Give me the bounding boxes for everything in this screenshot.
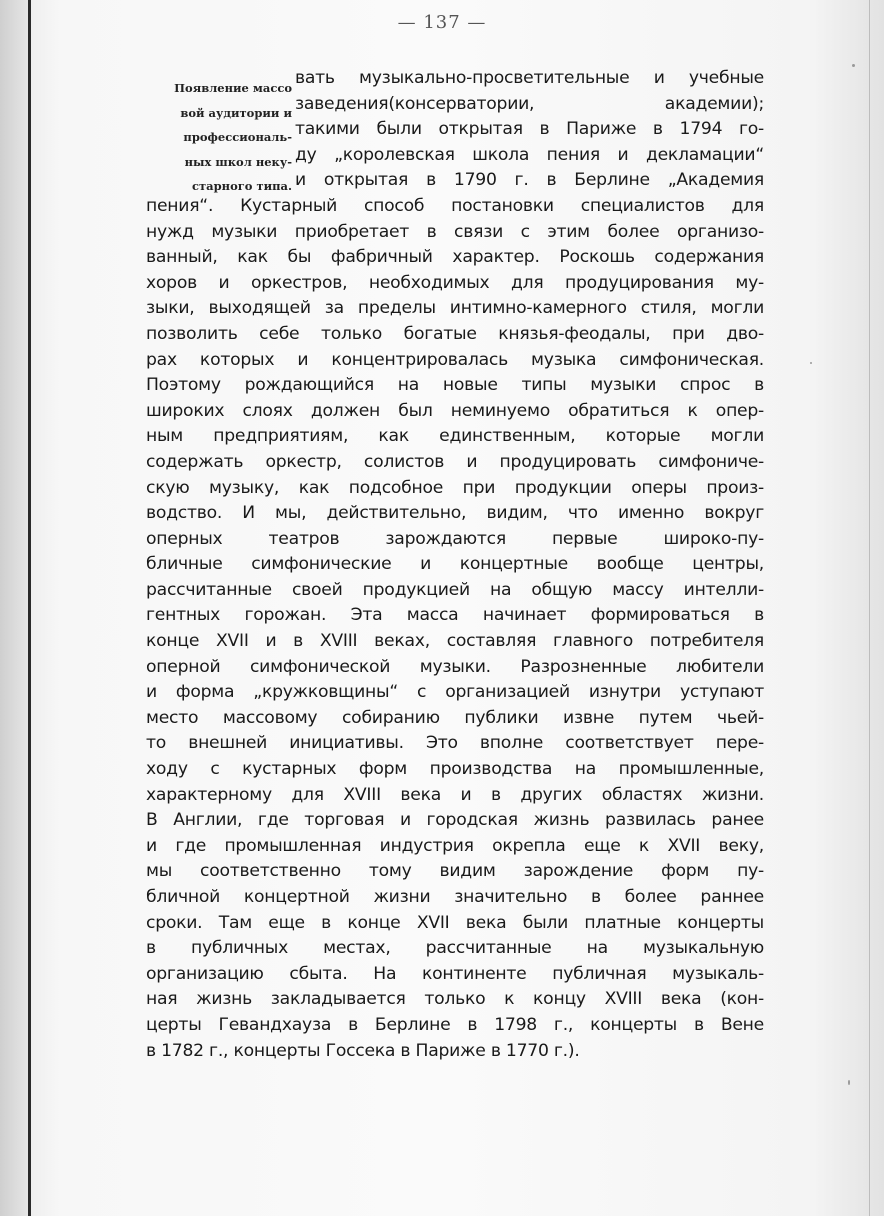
text-line: характерному для XVIII века и в других областях жизни.: [146, 784, 764, 805]
text-line: зыки, выходящей за пределы интимно-камерного стиля, могли: [146, 298, 764, 319]
text-line: и форма „кружковщины“ с организацией изнутри уступают: [146, 682, 764, 703]
text-line: церты Гевандхауза в Берлине в 1798 г., концерты в Вене: [146, 1014, 764, 1035]
margin-note-line: ных школ неку-: [184, 154, 292, 169]
text-line: водство. И мы, действительно, видим, что именно вокруг: [146, 503, 764, 524]
text-line: ходу с кустарных форм производства на промышленные,: [146, 759, 764, 780]
text-line: хоров и оркестров, необходимых для продуцирования му-: [146, 272, 764, 293]
text-line: широких слоях должен был неминуемо обратиться к опер-: [146, 400, 764, 421]
text-line: то внешней инициативы. Это вполне соответствует пере-: [146, 733, 764, 754]
page-right-edge: [869, 0, 870, 1216]
text-line: ванный, как бы фабричный характер. Роскошь содержания: [146, 247, 764, 268]
text-line: в 1782 г., концерты Госсека в Париже в 1770 г.).: [146, 1040, 580, 1061]
text-line: рах которых и концентрировалась музыка симфоническая.: [146, 349, 764, 370]
page-number: — 137 —: [397, 12, 487, 33]
text-line: конце XVII и в XVIII веках, составляя главного потребителя: [146, 631, 764, 652]
text-line: содержать оркестр, солистов и продуцировать симфониче-: [146, 451, 764, 472]
margin-note-line: вой аудитории и: [180, 105, 292, 120]
text-line: бличные симфонические и концертные вообще центры,: [146, 554, 764, 575]
body-text: [146, 66, 764, 1064]
text-line: заведения(консерватории, академии);: [295, 93, 764, 114]
text-line: бличной концертной жизни значительно в более раннее: [146, 887, 764, 907]
text-line: такими были открытая в Париже в 1794 го-: [295, 119, 764, 140]
text-line: ду „королевская школа пения и декламации“: [295, 144, 764, 165]
text-line: ным предприятиям, как единственным, которые могли: [146, 426, 764, 447]
scan-left-shadow: [0, 0, 28, 1216]
text-line: место массовому собиранию публики извне путем чьей-: [146, 707, 764, 728]
text-line: рассчитанные своей продукцией на общую массу интелли-: [146, 579, 764, 600]
text-line: скую музыку, как подсобное при продукции оперы произ-: [146, 477, 764, 498]
text-line: оперных театров зарождаются первые широко-пу-: [146, 528, 764, 549]
text-line: пения“. Кустарный способ постановки специалистов для: [146, 195, 764, 216]
text-line: и открытая в 1790 г. в Берлине „Академия: [295, 170, 764, 191]
text-line: организацию сбыта. На континенте публичная музыкаль-: [146, 963, 764, 984]
text-line: гентных горожан. Эта масса начинает формироваться в: [146, 605, 764, 626]
text-line: сроки. Там еще в конце XVII века были платные концерты: [146, 912, 764, 933]
scan-speck: [852, 64, 855, 67]
text-line: ная жизнь закладывается только к концу XVIII века (кон-: [146, 989, 764, 1010]
text-line: нужд музыки приобретает в связи с этим более организо-: [146, 221, 764, 242]
text-line: позволить себе только богатые князья-феодалы, при дво-: [146, 323, 764, 344]
text-line: Поэтому рождающийся на новые типы музыки спрос в: [146, 375, 764, 396]
scan-speck: [810, 362, 812, 364]
margin-note-line: старного типа.: [192, 179, 292, 193]
text-line: в публичных местах, рассчитанные на музыкальную: [146, 938, 764, 959]
scan-speck: [848, 1080, 850, 1085]
margin-note-line: профессиональ-: [183, 130, 292, 144]
text-line: В Англии, где торговая и городская жизнь развилась ранее: [146, 810, 764, 831]
page-left-edge: [28, 0, 31, 1216]
margin-note-line: Появление массо: [174, 81, 292, 95]
text-line: оперной симфонической музыки. Разрозненные любители: [146, 656, 764, 677]
text-line: и где промышленная индустрия окрепла еще к XVII веку,: [146, 835, 764, 856]
text-line: вать музыкально-просветительные и учебные: [295, 68, 764, 88]
text-line: мы соответственно тому видим зарождение форм пу-: [146, 861, 764, 882]
